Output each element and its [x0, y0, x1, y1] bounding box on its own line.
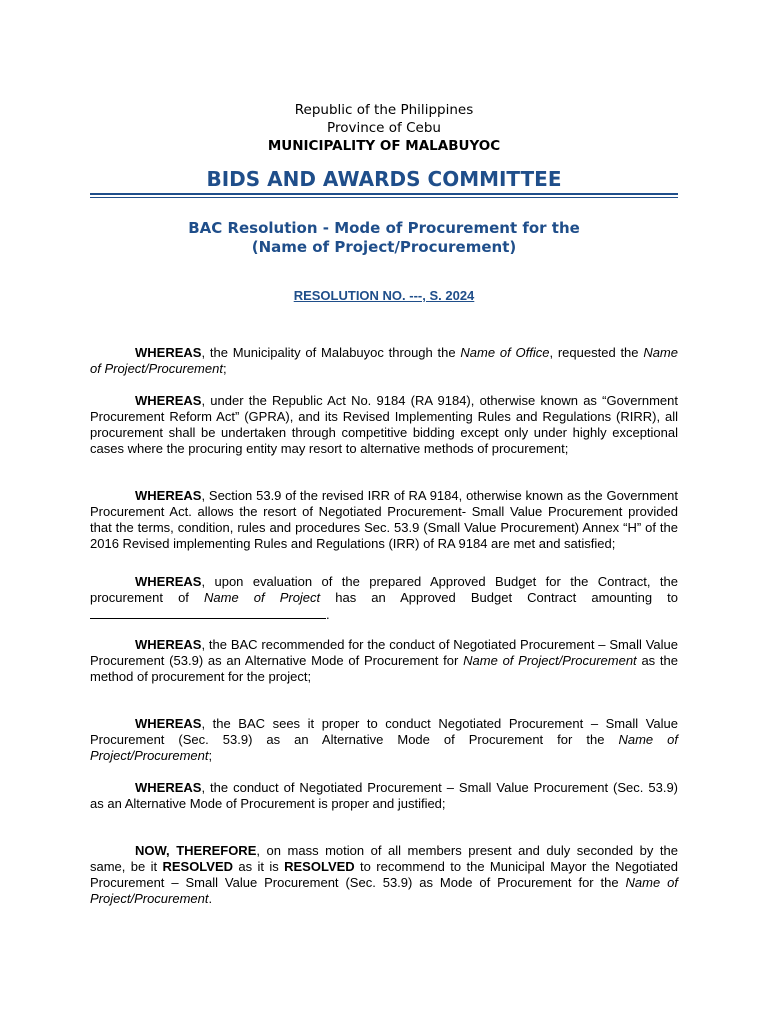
paragraph-lead: WHEREAS [135, 780, 202, 795]
resolution-paragraph [90, 843, 678, 907]
municipality-line: MUNICIPALITY OF MALABUYOC [267, 138, 501, 154]
title-divider-thin [90, 197, 678, 198]
amount-blank-line [90, 606, 326, 619]
subtitle-line-2: (Name of Project/Procurement) [251, 238, 517, 256]
paragraph-text: , requested the [549, 345, 644, 360]
title-divider-thick [90, 193, 678, 195]
paragraph-lead: WHEREAS [135, 716, 202, 731]
paragraph-text: , on mass motion of all members present and duly seconded by the same, be it [90, 843, 678, 874]
placeholder-text: Name of Office [460, 345, 550, 360]
whereas-paragraph-3 [90, 488, 678, 552]
placeholder-text: Name of Project/Procurement [90, 345, 678, 376]
resolved-text: RESOLVED [162, 859, 234, 874]
paragraph-text: , upon evaluation of the prepared Approved Budget for the Contract, the procurement of [90, 574, 678, 605]
paragraph-lead: NOW, THEREFORE [135, 843, 257, 858]
paragraph-lead: WHEREAS [135, 574, 202, 589]
whereas-paragraph-5 [90, 637, 678, 685]
paragraph-lead: WHEREAS [135, 488, 202, 503]
paragraph-text: as the method of procurement for the project; [90, 653, 679, 684]
paragraph-lead: WHEREAS [135, 393, 202, 408]
placeholder-text: Name of Project/Procurement [90, 875, 678, 906]
paragraph-text: , the BAC recommended for the conduct of Negotiated Procurement – Small Value Procurement (53.9) as an Alternative Mode of Procurement for [90, 637, 678, 668]
whereas-paragraph-2 [90, 393, 678, 457]
resolution-number: RESOLUTION NO. ---, S. 2024 [293, 288, 475, 303]
republic-line: Republic of the Philippines [294, 102, 474, 118]
committee-title: BIDS AND AWARDS COMMITTEE [206, 167, 562, 191]
paragraph-text: , Section 53.9 of the revised IRR of RA 9184, otherwise known as the Government Procurement Act. allows the resort of Negotiated Procurement- Small Value Procurement provided that the terms, condition, rules and procedures Sec. 53.9 (Small Value Procurement) Annex “H” of the 2016 Revised implementing Rules and Regulations (IRR) of RA 9184 are met and satisfied; [90, 488, 678, 551]
paragraph-text: . [208, 891, 213, 906]
paragraph-text: has an Approved Budget Contract amounting to [320, 590, 678, 605]
subtitle-line-1: BAC Resolution - Mode of Procurement for the [188, 219, 580, 237]
paragraph-lead: WHEREAS [135, 637, 202, 652]
paragraph-text: as it is [233, 859, 285, 874]
whereas-paragraph-1 [90, 345, 678, 377]
paragraph-text: ; [222, 361, 227, 376]
paragraph-text: , the conduct of Negotiated Procurement – Small Value Procurement (Sec. 53.9) as an Alternative Mode of Procurement is proper and justified; [90, 780, 678, 811]
resolved-text: RESOLVED [284, 859, 355, 874]
document-subtitle [0, 219, 768, 257]
paragraph-lead: WHEREAS [135, 345, 202, 360]
paragraph-text: , the Municipality of Malabuyoc through the [201, 345, 461, 360]
paragraph-text: , under the Republic Act No. 9184 (RA 9184), otherwise known as “Government Procurement Reform Act” (GPRA), and its Revised Implementing Rules and Regulations (RIRR), all procurement shall be undertaken through competitive bidding except only under highly exceptional cases where the procuring entity may resort to alternative methods of procurement; [90, 393, 678, 456]
letterhead [0, 101, 768, 155]
whereas-paragraph-6 [90, 716, 678, 764]
placeholder-text: Name of Project/Procurement [90, 732, 678, 763]
province-line: Province of Cebu [327, 120, 441, 136]
placeholder-text: Name of Project [204, 590, 321, 605]
whereas-paragraph-7 [90, 780, 678, 812]
placeholder-text: Name of Project/Procurement [463, 653, 637, 668]
paragraph-text: , the BAC sees it proper to conduct Negotiated Procurement – Small Value Procurement (Sec. 53.9) as an Alternative Mode of Procurement for the [90, 716, 678, 747]
paragraph-text: to recommend to the Municipal Mayor the Negotiated Procurement – Small Value Procurement (Sec. 53.9) as Mode of Procurement for the [90, 859, 678, 890]
paragraph-text: . [326, 607, 330, 622]
paragraph-text: ; [208, 748, 213, 763]
whereas-paragraph-4 [90, 574, 678, 623]
